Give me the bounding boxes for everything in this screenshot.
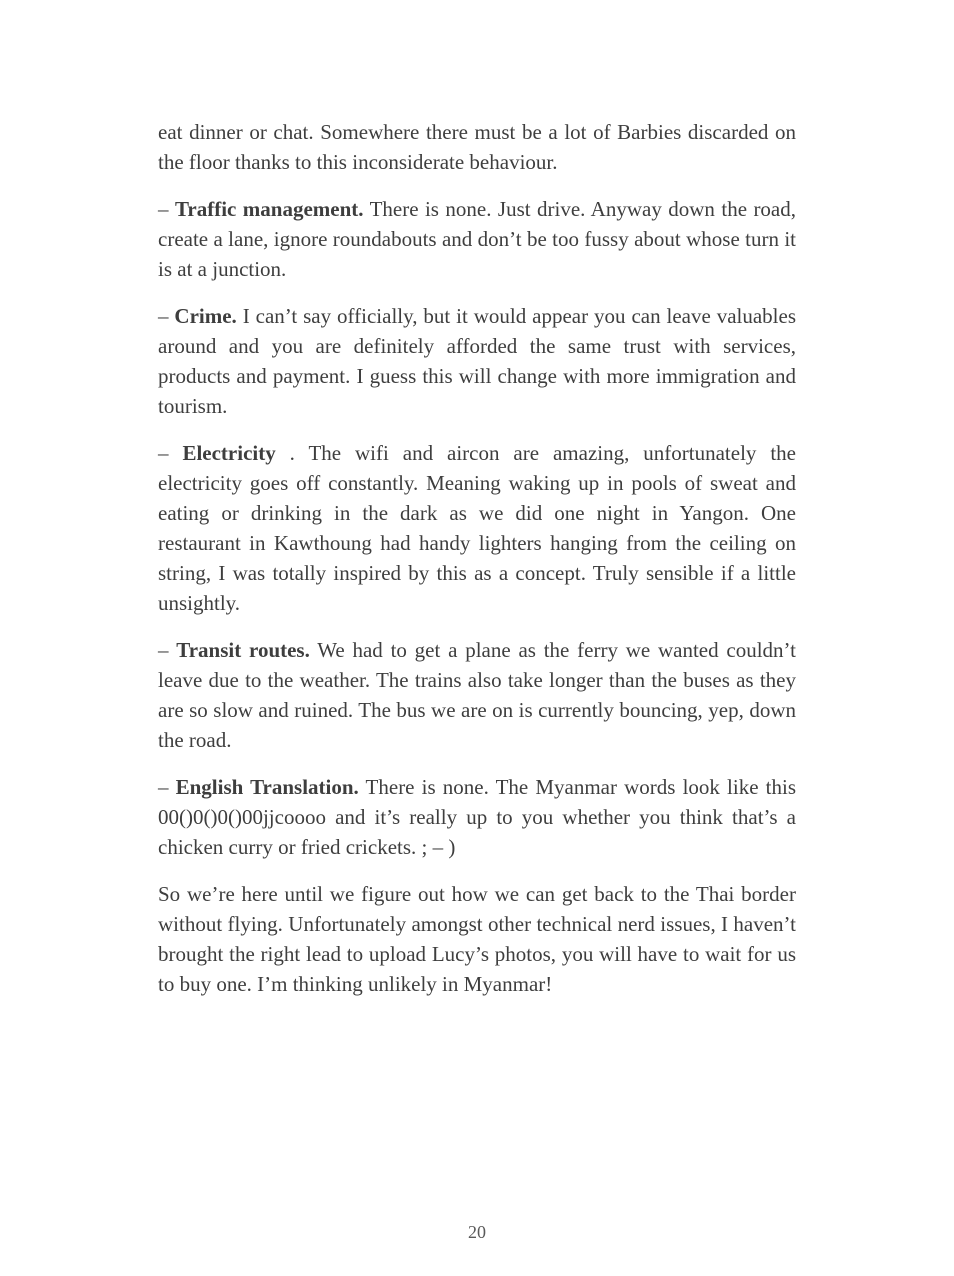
paragraph-text: eat dinner or chat. Somewhere there must be a lot of Barbies discarded on the floor thanks to this inconsiderate behaviour. (158, 120, 796, 174)
paragraph-term: Traffic management. (174, 197, 364, 221)
paragraph (158, 879, 796, 999)
paragraph-text: There is none. Just drive. Anyway down the road, create a lane, ignore roundabouts and don’t be too fussy about whose turn it is at a junction. (158, 197, 797, 281)
paragraph (158, 438, 796, 618)
paragraph-lead: – (158, 638, 177, 662)
paragraph-lead: – (158, 775, 176, 799)
paragraph-term: Electricity (182, 441, 276, 465)
paragraph-text: So we’re here until we figure out how we can get back to the Thai border without flying. Unfortunately amongst other technical nerd issues, I haven’t brought the right lead to upload Lucy’s photos, you will have to wait for us to buy one. I’m thinking unlikely in Myanmar! (158, 882, 796, 996)
paragraph-lead: – (158, 441, 183, 465)
page-footer (0, 1221, 954, 1243)
paragraph (158, 772, 796, 862)
paragraph-text: We had to get a plane as the ferry we wanted couldn’t leave due to the weather. The trains also take longer than the buses as they are so slow and ruined. The bus we are on is currently bouncing, yep, down the road. (158, 638, 796, 752)
paragraph (158, 301, 796, 421)
paragraph-lead: – (158, 304, 175, 328)
page-text (158, 117, 796, 1016)
paragraph (158, 194, 796, 284)
page-number: 20 (468, 1222, 486, 1242)
paragraph (158, 117, 796, 177)
paragraph (158, 635, 796, 755)
paragraph-term: Transit routes. (176, 638, 310, 662)
paragraph-lead: – (158, 197, 175, 221)
paragraph-term: English Translation. (175, 775, 359, 799)
paragraph-text: . The wifi and aircon are amazing, unfortunately the electricity goes off constantly. Meaning waking up in pools of sweat and eating or drinking in the dark as we did one night in Yangon. One restaurant in Kawthoung had handy lighters hanging from the ceiling on string, I was totally inspired by this as a concept. Truly sensible if a little unsightly. (158, 441, 796, 615)
paragraph-term: Crime. (174, 304, 237, 328)
paragraph-text: I can’t say officially, but it would appear you can leave valuables around and you are definitely afforded the same trust with services, products and payment. I guess this will change with more immigration and tourism. (158, 304, 797, 418)
paragraph-text: There is none. The Myanmar words look like this 00()0()0()00jjcoooo and it’s really up to you whether you think that’s a chicken curry or fried crickets. ; – ) (158, 775, 796, 859)
